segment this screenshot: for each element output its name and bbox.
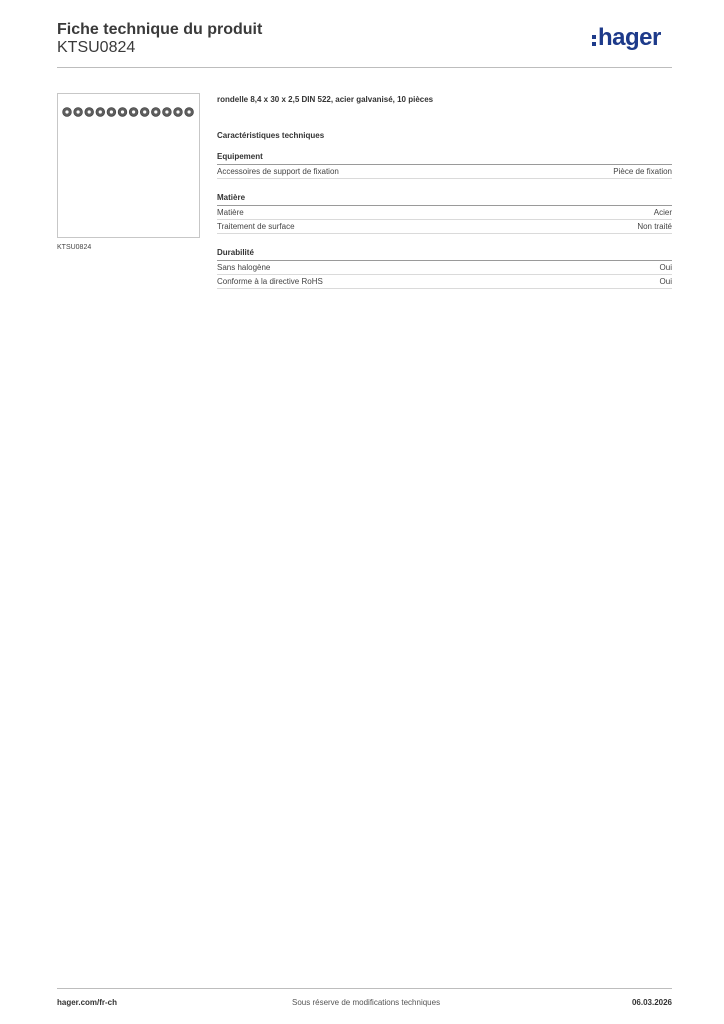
footer-notice: Sous réserve de modifications techniques bbox=[292, 998, 441, 1007]
footer-date: 06.03.2026 bbox=[631, 998, 672, 1007]
footer-website-link[interactable]: hager.com/fr-ch bbox=[57, 998, 118, 1007]
group-heading: Matière bbox=[217, 193, 672, 206]
spec-row bbox=[217, 275, 672, 289]
page-title: Fiche technique du produit bbox=[57, 21, 263, 38]
logo-text: hager bbox=[598, 24, 661, 51]
spec-label: Traitement de surface bbox=[217, 222, 295, 231]
group-matiere bbox=[217, 193, 672, 234]
washer-hole bbox=[121, 110, 124, 113]
washer-hole bbox=[143, 110, 146, 113]
footer-divider bbox=[57, 988, 672, 989]
washer-hole bbox=[77, 110, 80, 113]
group-heading: Durabilité bbox=[217, 248, 672, 261]
washer-hole bbox=[65, 110, 68, 113]
product-details bbox=[217, 95, 672, 289]
spec-row bbox=[217, 206, 672, 220]
washer-hole bbox=[188, 110, 191, 113]
hager-logo bbox=[592, 24, 661, 51]
product-code: KTSU0824 bbox=[57, 39, 136, 56]
spec-value: Non traité bbox=[637, 222, 672, 231]
spec-row bbox=[217, 220, 672, 234]
group-equipement bbox=[217, 152, 672, 179]
spec-value: Oui bbox=[659, 263, 672, 272]
image-caption: KTSU0824 bbox=[57, 244, 92, 251]
washer-hole bbox=[110, 110, 113, 113]
spec-row bbox=[217, 165, 672, 179]
product-image bbox=[57, 93, 200, 238]
group-durabilite bbox=[217, 248, 672, 289]
washer-hole bbox=[154, 110, 157, 113]
spec-value: Pièce de fixation bbox=[613, 167, 672, 176]
header-divider bbox=[57, 67, 672, 68]
washer-row-icon bbox=[62, 102, 198, 120]
characteristics-title: Caractéristiques techniques bbox=[217, 131, 325, 140]
washer-hole bbox=[99, 110, 102, 113]
spec-label: Sans halogène bbox=[217, 263, 271, 272]
washer-hole bbox=[132, 110, 135, 113]
spec-row bbox=[217, 261, 672, 275]
washer-hole bbox=[165, 110, 168, 113]
logo-dots-icon bbox=[592, 35, 596, 49]
product-description: rondelle 8,4 x 30 x 2,5 DIN 522, acier galvanisé, 10 pièces bbox=[217, 95, 434, 104]
spec-label: Matière bbox=[217, 208, 244, 217]
spec-value: Acier bbox=[653, 208, 672, 217]
spec-value: Oui bbox=[659, 277, 672, 286]
washer-hole bbox=[88, 110, 91, 113]
spec-label: Conforme à la directive RoHS bbox=[217, 277, 323, 286]
spec-label: Accessoires de support de fixation bbox=[217, 167, 339, 176]
washer-hole bbox=[176, 110, 179, 113]
group-heading: Equipement bbox=[217, 152, 672, 165]
